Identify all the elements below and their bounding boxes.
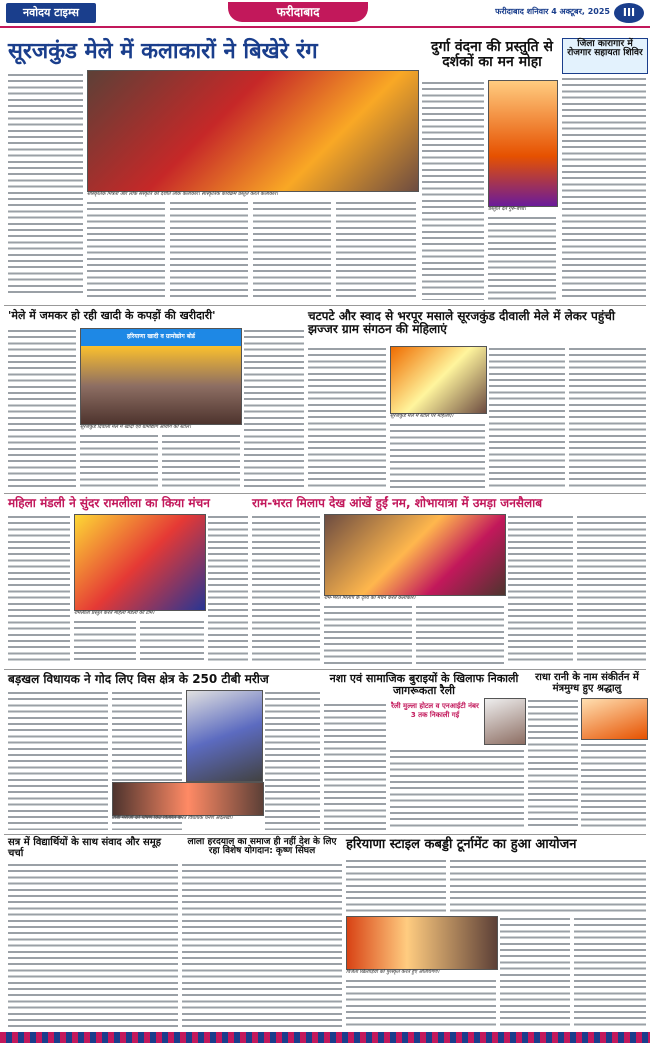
- story6-headline: महिला मंडली ने सुंदर रामलीला का किया मंचन: [8, 496, 210, 510]
- divider: [4, 305, 646, 306]
- story13-headline: हरियाणा स्टाइल कबड्डी टूर्नामेंट का हुआ आयोजन: [346, 837, 577, 852]
- story1-text-col3: [170, 200, 248, 297]
- story11-headline: सत्र में विद्यार्थियों के साथ संवाद और समूह चर्चा: [8, 837, 162, 859]
- story10-text-col1: [528, 698, 578, 830]
- story5-text-col3: [489, 346, 565, 488]
- story13-text-col2: [450, 858, 646, 913]
- story1-photo: [87, 70, 419, 192]
- story12-headline: लाला हरदयाल का समाज ही नहीं देश के लिए रहा विशेष योगदान: कृष्ण सिंघल: [187, 837, 337, 857]
- story8-headline: बड़खल विधायक ने गोद लिए विस क्षेत्र के 250 टीबी मरीज: [8, 672, 269, 686]
- story13-text-col5: [574, 916, 646, 1027]
- story4-caption: सूरजकुंड दिवाली मेले में खादी एवं ग्रामोद्योग आयोग की स्टॉल।: [80, 424, 191, 430]
- story8-text-col1: [8, 690, 108, 830]
- story2-text-col1: [422, 80, 484, 300]
- story5-headline: चटपटे और स्वाद से भरपूर मसाले सूरजकुंड दीवाली मेले में लेकर पहुंची झज्जर ग्राम संगठन की महिलाएं: [308, 309, 615, 336]
- story2-caption: प्रस्तुति देते गुरु-बच्चे।: [488, 206, 526, 212]
- divider: [4, 493, 646, 494]
- story7-photo: [324, 514, 506, 596]
- footer-strip: [0, 1032, 650, 1043]
- story6-photo: [74, 514, 206, 611]
- story1-text-col1: [8, 72, 83, 297]
- story4-text-col1: [8, 328, 76, 488]
- story8-photo-portrait: [186, 690, 263, 782]
- story3-headline: जिला कारागार में रोजगार सहायता शिविर: [567, 39, 643, 59]
- page-number: III: [614, 3, 644, 23]
- story12-text: [182, 862, 342, 1027]
- story7-text-col1: [252, 514, 320, 664]
- story7-caption: राम-भरत मिलाप के दृश्य का मंचन करते कलाकार।: [324, 595, 416, 601]
- story13-caption: विजेता खिलाड़ियों को पुरस्कृत करते हुए अतिथिगण।: [346, 969, 440, 975]
- story4-text-col2: [80, 433, 158, 488]
- story11-text: [8, 862, 178, 1027]
- story3-text: [562, 76, 646, 300]
- story13-text-col3: [346, 978, 496, 1027]
- story5-text-col1: [308, 346, 386, 488]
- story2-text-col2: [488, 215, 556, 300]
- divider: [4, 834, 646, 835]
- story10-headline: राधा रानी के नाम संकीर्तन में मंत्रमुग्ध हुए श्रद्धालु: [535, 672, 639, 694]
- story1-text-col2: [87, 200, 165, 297]
- story2-headline: दुर्गा वंदना की प्रस्तुति से दर्शकों का मन मोहा: [431, 39, 553, 70]
- story7-headline: राम-भरत मिलाप देख आंखें हुईं नम, शोभायात्रा में उमड़ा जनसैलाब: [252, 496, 543, 510]
- story4-photo: [80, 328, 242, 425]
- story2-photo: [488, 80, 558, 207]
- story4-text-col3: [162, 433, 240, 488]
- story7-text-col2: [324, 604, 412, 664]
- story10-photo: [581, 698, 648, 740]
- story9-text-col1: [324, 702, 386, 830]
- story4-headline: 'मेले में जमकर हो रही खादी के कपड़ों की खरीदारी': [8, 309, 216, 322]
- story1-headline: सूरजकुंड मेले में कलाकारों ने बिखेरे रंग: [8, 39, 318, 64]
- dateline: फरीदाबाद शनिवार 4 अक्टूबर, 2025: [495, 7, 610, 16]
- story8-photo: [112, 782, 264, 816]
- story5-photo: [390, 346, 487, 414]
- story6-text-col3: [140, 619, 204, 664]
- story13-text-col1: [346, 858, 446, 913]
- story1-caption: सांस्कृतिक मित्रता और लोक संस्कृति को दर्शाते लोक कलाकार। सांस्कृतिक कार्यक्रम प्रस्तुत करते कलाकार।: [87, 191, 278, 197]
- story5-text-col4: [569, 346, 646, 488]
- story7-text-col5: [577, 514, 646, 664]
- story9-subheadline: रैली मुल्ला होटल व एनआईटी नंबर 3 तक निकाली गई: [391, 702, 479, 719]
- story9-text-col2: [390, 748, 524, 830]
- story10-text-col2: [581, 742, 646, 830]
- story9-headline: नशा एवं सामाजिक बुराइयों के खिलाफ निकाली जागरूकता रैली: [329, 672, 519, 697]
- story8-caption: टीबी मरीजों को पोषण किट वितरित करते विधायक धनेश अदलखा।: [112, 815, 233, 821]
- story6-text-col4: [208, 514, 248, 664]
- story1-text-col4: [253, 200, 331, 297]
- story4-banner: हरियाणा खादी व ग्रामोद्योग बोर्ड: [127, 333, 195, 340]
- story9-photo: [484, 698, 526, 745]
- story5-text-col2: [390, 422, 485, 488]
- newspaper-logo: नवोदय टाइम्स: [6, 3, 96, 23]
- story6-text-col2: [74, 619, 136, 664]
- story6-text-col1: [8, 514, 70, 664]
- story7-text-col3: [416, 604, 504, 664]
- story6-caption: रामलीला प्रस्तुत करते महिला मंडली की टीम।: [74, 610, 155, 616]
- section-tag: फरीदाबाद: [228, 2, 368, 22]
- story1-text-col5: [336, 200, 416, 297]
- story4-text-col4: [244, 328, 304, 488]
- story8-text-col3: [265, 690, 320, 830]
- divider: [4, 669, 646, 670]
- story13-text-col4: [500, 916, 570, 1027]
- story13-photo: [346, 916, 498, 970]
- story7-text-col4: [508, 514, 573, 664]
- story5-caption: सूरजकुंड मेले में स्टॉल पर महिलाएं।: [390, 413, 454, 419]
